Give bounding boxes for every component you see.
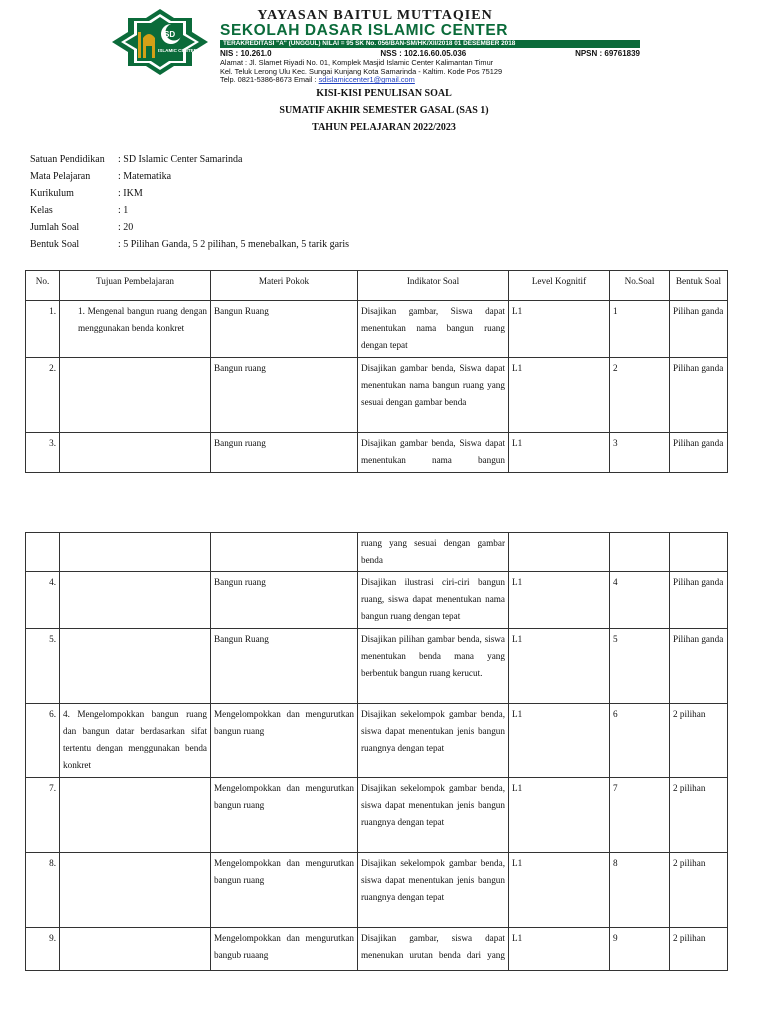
cell-tujuan — [60, 928, 211, 971]
cell-no: 6. — [26, 704, 60, 778]
meta-value: : 1 — [118, 205, 129, 216]
npsn: NPSN : 69761839 — [575, 49, 640, 58]
cell-materi: Bangun ruang — [211, 358, 358, 433]
cell-nosoal: 3 — [610, 433, 670, 473]
cell-level: L1 — [509, 572, 610, 629]
cell-tujuan — [60, 572, 211, 629]
cell-no: 1. — [26, 301, 60, 358]
table-row — [26, 778, 728, 853]
cell-tujuan — [60, 629, 211, 704]
school-name: SEKOLAH DASAR ISLAMIC CENTER — [220, 22, 509, 39]
cell-indikator: Disajikan sekelompok gambar benda, siswa dapat menentukan jenis bangun ruangnya dengan tepat — [358, 778, 509, 853]
cell-no: 2. — [26, 358, 60, 433]
header-level: Level Kognitif — [509, 271, 610, 301]
cell-indikator: Disajikan gambar, siswa dapat menenukan urutan benda dari yang — [358, 928, 509, 971]
cell-tujuan — [60, 853, 211, 928]
title-line-2: SUMATIF AKHIR SEMESTER GASAL (SAS 1) — [279, 105, 489, 116]
meta-value: : 20 — [118, 222, 134, 233]
cell-level: L1 — [509, 301, 610, 358]
nss: NSS : 102.16.60.05.036 — [380, 49, 467, 58]
cell-materi: Mengelompokkan dan mengurutkan bangun ruang — [211, 853, 358, 928]
cell-no — [26, 533, 60, 572]
cell-no: 5. — [26, 629, 60, 704]
cell-tujuan — [60, 358, 211, 433]
cell-no: 3. — [26, 433, 60, 473]
phone: Telp. 0821-5386-8673 Email : — [220, 75, 319, 85]
cell-indikator: Disajikan gambar benda, Siswa dapat menentukan nama bangun ruang yang sesuai dengan gambar benda — [358, 358, 509, 433]
header-tujuan: Tujuan Pembelajaran — [60, 271, 211, 301]
cell-level: L1 — [509, 928, 610, 971]
title-line-3: TAHUN PELAJARAN 2022/2023 — [312, 122, 456, 133]
cell-bentuk: 2 pilihan — [670, 928, 728, 971]
meta-value: : Matematika — [118, 171, 172, 182]
document-titles — [0, 85, 768, 136]
cell-no: 9. — [26, 928, 60, 971]
meta-value: : IKM — [118, 188, 143, 199]
cell-indikator: Disajikan gambar benda, Siswa dapat menentukan nama bangun — [358, 433, 509, 473]
cell-materi: Bangun ruang — [211, 433, 358, 473]
cell-materi: Mengelompokkan dan mengurutkan bangub ruaang — [211, 928, 358, 971]
meta-label: Bentuk Soal — [30, 239, 80, 250]
cell-no: 4. — [26, 572, 60, 629]
meta-label: Satuan Pendidikan — [30, 154, 105, 165]
table-row — [26, 433, 728, 473]
cell-indikator: Disajikan sekelompok gambar benda, siswa dapat menentukan jenis bangun ruangnya dengan tepat — [358, 853, 509, 928]
foundation-name: YAYASAN BAITUL MUTTAQIEN — [257, 8, 493, 23]
table-row — [26, 928, 728, 971]
logo-caption-text: ISLAMIC CENTER — [158, 48, 198, 53]
cell-bentuk: Pilihan ganda — [670, 629, 728, 704]
logo-badge-text: SD — [164, 30, 176, 39]
cell-nosoal: 4 — [610, 572, 670, 629]
cell-materi: Mengelompokkan dan mengurutkan bangun ruang — [211, 704, 358, 778]
header-bentuk: Bentuk Soal — [670, 271, 728, 301]
header-indikator: Indikator Soal — [358, 271, 509, 301]
cell-materi: Bangun ruang — [211, 572, 358, 629]
cell-nosoal: 1 — [610, 301, 670, 358]
table-row — [26, 572, 728, 629]
cell-level: L1 — [509, 853, 610, 928]
cell-nosoal: 2 — [610, 358, 670, 433]
table-row — [26, 629, 728, 704]
letterhead — [108, 8, 640, 85]
cell-bentuk — [670, 533, 728, 572]
cell-nosoal: 7 — [610, 778, 670, 853]
cell-tujuan — [60, 433, 211, 473]
cell-level: L1 — [509, 778, 610, 853]
cell-level: L1 — [509, 629, 610, 704]
cell-no: 7. — [26, 778, 60, 853]
cell-materi: Bangun Ruang — [211, 301, 358, 358]
cell-materi — [211, 533, 358, 572]
cell-tujuan: 1. Mengenal bangun ruang dengan menggunakan benda konkret — [60, 301, 211, 358]
cell-bentuk: Pilihan ganda — [670, 433, 728, 473]
cell-tujuan — [60, 778, 211, 853]
address-line-2: Kel. Teluk Lerong Ulu Kec. Sungai Kunjang Kota Samarinda - Kaltim. Kode Pos 75129 — [220, 66, 503, 76]
letterhead-text — [220, 8, 640, 85]
nis: NIS : 10.261.0 — [220, 49, 272, 58]
cell-nosoal: 8 — [610, 853, 670, 928]
accreditation-bar: TERAKREDITASI "A" (UNGGUL) NILAI = 95 SK No. 056/BAN-SM/HK/XII/2018 01 DESEMBER 2018 — [220, 40, 640, 48]
cell-nosoal — [610, 533, 670, 572]
table-row — [26, 853, 728, 928]
cell-indikator: Disajikan gambar, Siswa dapat menentukan nama bangun ruang dengan tepat — [358, 301, 509, 358]
kisi-table-page-1 — [25, 270, 728, 473]
table-row — [26, 358, 728, 433]
cell-bentuk: 2 pilihan — [670, 853, 728, 928]
cell-tujuan: 4. Mengelompokkan bangun ruang dan bangun datar berdasarkan sifat tertentu dengan menggunakan benda konkret — [60, 704, 211, 778]
cell-bentuk: Pilihan ganda — [670, 358, 728, 433]
header-no: No. — [26, 271, 60, 301]
title-line-1: KISI-KISI PENULISAN SOAL — [316, 88, 452, 99]
table-row — [26, 533, 728, 572]
school-logo — [108, 8, 212, 76]
meta-label: Jumlah Soal — [30, 222, 80, 233]
table-row — [26, 704, 728, 778]
header-nosoal: No.Soal — [610, 271, 670, 301]
meta-label: Kelas — [30, 205, 53, 216]
cell-bentuk: 2 pilihan — [670, 704, 728, 778]
cell-bentuk: Pilihan ganda — [670, 301, 728, 358]
contact-line — [220, 76, 640, 85]
cell-no: 8. — [26, 853, 60, 928]
table-header-row — [26, 271, 728, 301]
cell-nosoal: 5 — [610, 629, 670, 704]
meta-label: Kurikulum — [30, 188, 74, 199]
cell-materi: Mengelompokkan dan mengurutkan bangun ruang — [211, 778, 358, 853]
cell-level — [509, 533, 610, 572]
cell-level: L1 — [509, 358, 610, 433]
kisi-table-page-2 — [25, 532, 728, 971]
table-row — [26, 301, 728, 358]
cell-indikator: Disajikan pilihan gambar benda, siswa menentukan benda mana yang berbentuk bangun ruang kerucut. — [358, 629, 509, 704]
meta-value: : SD Islamic Center Samarinda — [118, 154, 243, 165]
cell-indikator: Disajikan sekelompok gambar benda, siswa dapat menentukan jenis bangun ruangnya dengan tepat — [358, 704, 509, 778]
cell-indikator: ruang yang sesuai dengan gambar benda — [358, 533, 509, 572]
cell-tujuan — [60, 533, 211, 572]
cell-nosoal: 9 — [610, 928, 670, 971]
cell-materi: Bangun Ruang — [211, 629, 358, 704]
email-link[interactable]: sdislamiccenter1@gmail.com — [318, 75, 415, 85]
cell-level: L1 — [509, 433, 610, 473]
cell-nosoal: 6 — [610, 704, 670, 778]
meta-label: Mata Pelajaran — [30, 171, 91, 182]
meta-value: : 5 Pilihan Ganda, 5 2 pilihan, 5 menebalkan, 5 tarik garis — [118, 239, 350, 250]
cell-bentuk: 2 pilihan — [670, 778, 728, 853]
header-materi: Materi Pokok — [211, 271, 358, 301]
cell-bentuk: Pilihan ganda — [670, 572, 728, 629]
cell-level: L1 — [509, 704, 610, 778]
cell-indikator: Disajikan ilustrasi ciri-ciri bangun ruang, siswa dapat menentukan nama bangun ruang dengan tepat — [358, 572, 509, 629]
address-line-1: Alamat : Jl. Slamet Riyadi No. 01, Komplek Masjid Islamic Center Kalimantan Timur — [220, 58, 494, 67]
